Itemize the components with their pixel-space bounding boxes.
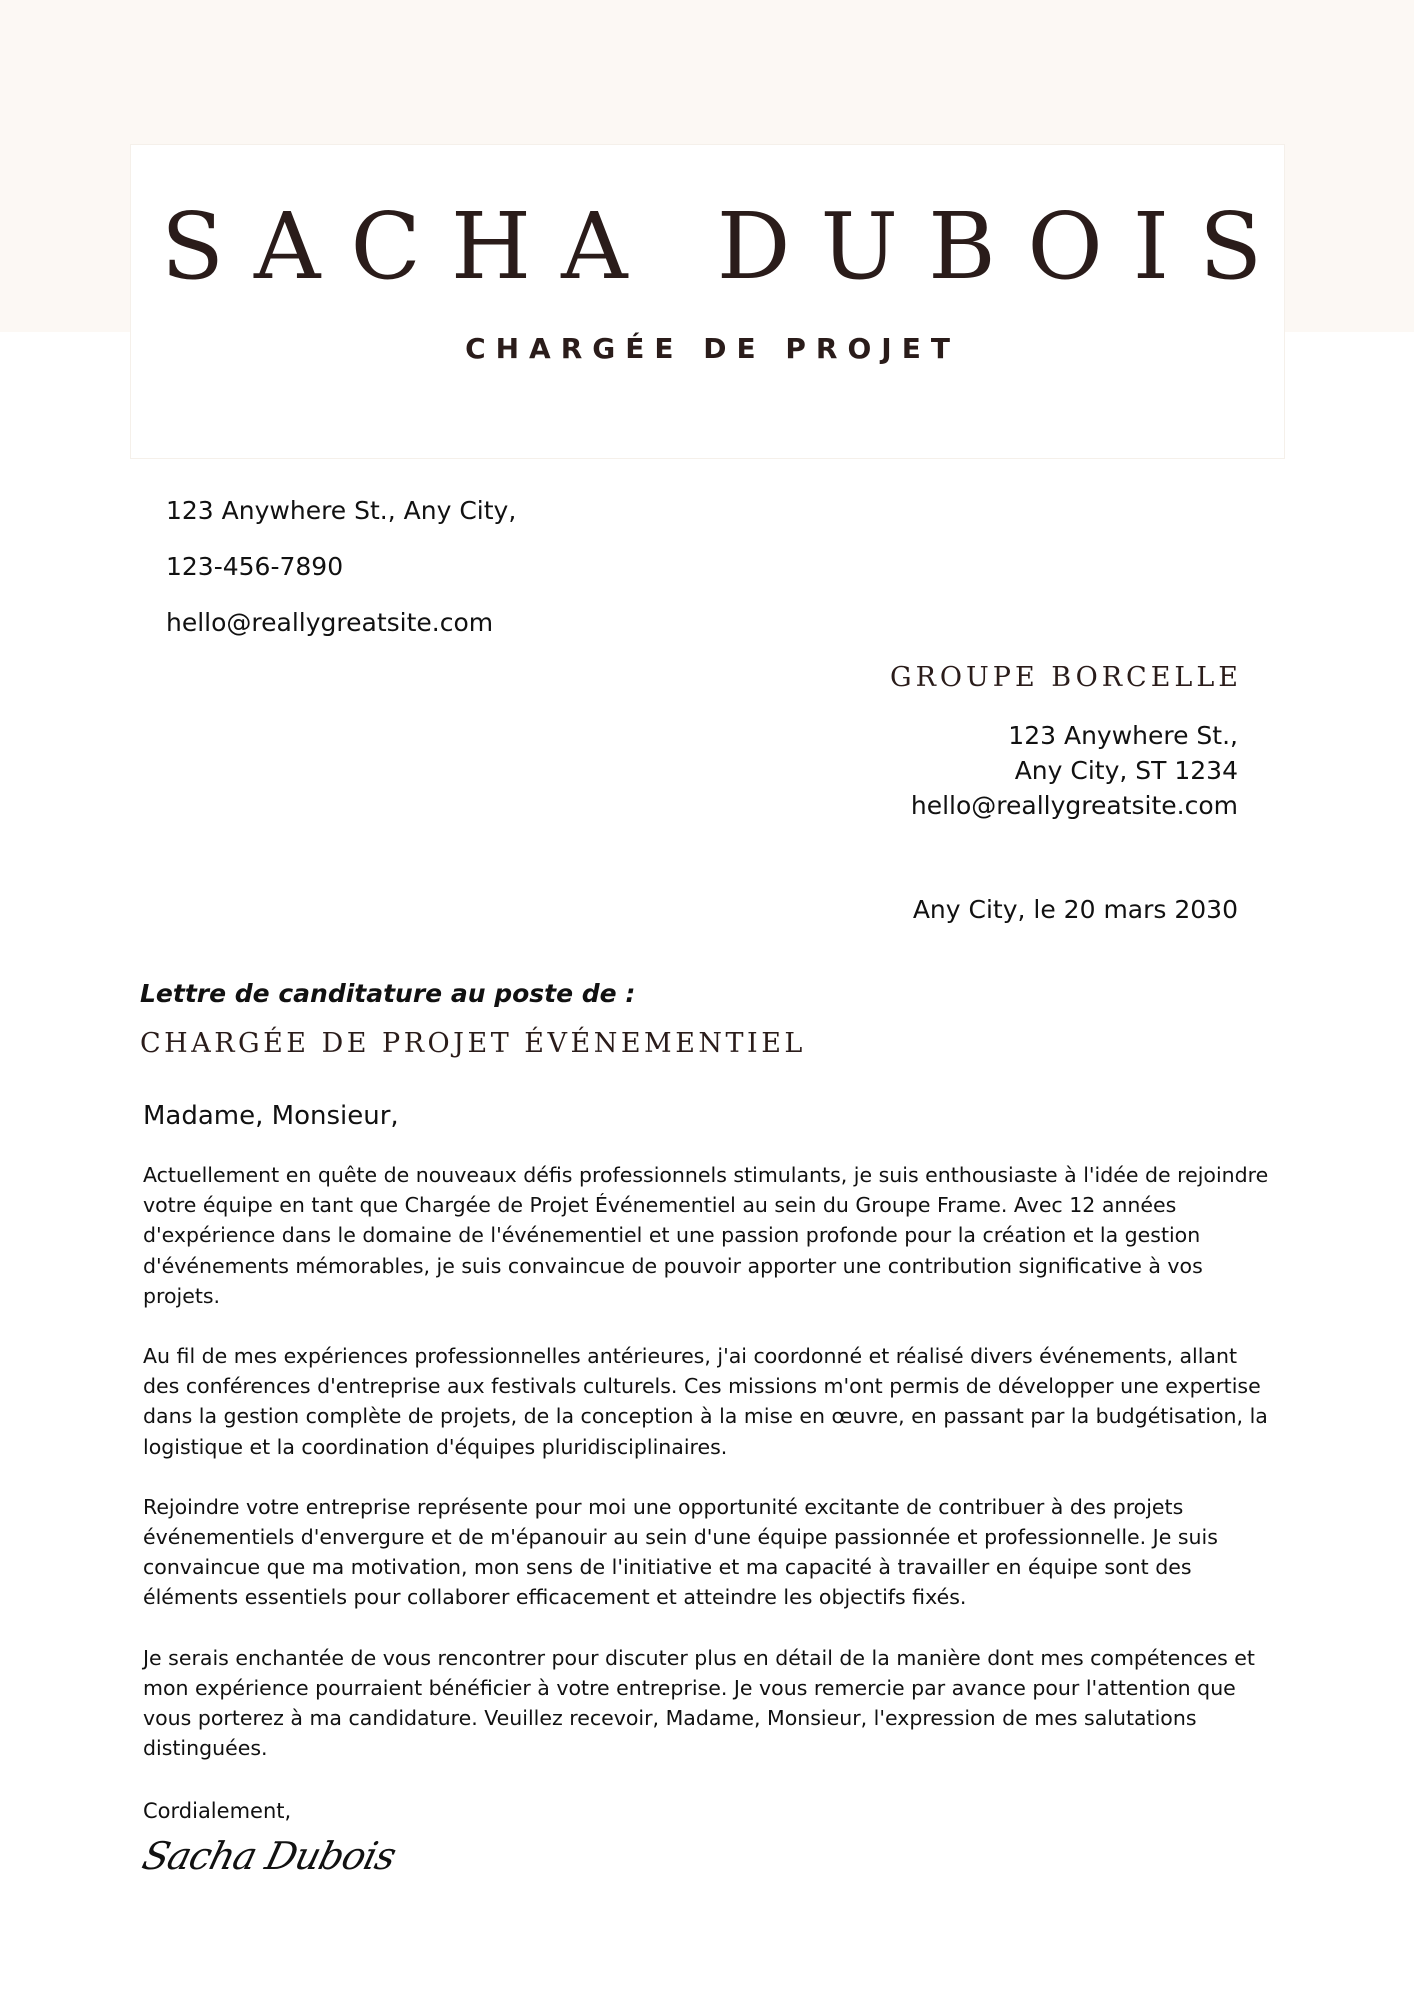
sender-contact-block (166, 495, 516, 663)
letter-paragraph: Je serais enchantée de vous rencontrer pour discuter plus en détail de la manière dont mes compétences et mon expérience pourraient bénéficier à votre entreprise. Je vous remercie par avance pour l'attention que vous porterez à ma candidature. Veuillez recevoir, Madame, Monsieur, l'expression de mes salutations distinguées. (143, 1645, 1255, 1761)
handwritten-signature: Sacha Dubois (137, 1834, 400, 1878)
letter-paragraph: Rejoindre votre entreprise représente pour moi une opportunité excitante de contribuer à des projets événementiels d'envergure et de m'épanouir au sein d'une équipe passionnée et professionnelle. Je suis convaincue que ma motivation, mon sens de l'initiative et ma capacité à travailler en équipe sont des éléments essentiels pour collaborer efficacement et atteindre les objectifs fixés. (143, 1494, 1218, 1610)
recipient-address-line2: Any City, ST 1234 (1014, 756, 1238, 785)
recipient-company: GROUPE BORCELLE (890, 662, 1242, 693)
letter-paragraph: Actuellement en quête de nouveaux défis professionnels stimulants, je suis enthousiaste à l'idée de rejoindre votre équipe en tant que Chargée de Projet Événementiel au sein du Groupe Frame. Avec 12 années d'expérience dans le domaine de l'événementiel et une passion profonde pour la création et la gestion d'événements mémorables, je suis convaincue de pouvoir apporter une contribution significative à vos projets. (143, 1163, 1269, 1308)
letter-paragraph: Au fil de mes expériences professionnelles antérieures, j'ai coordonné et réalisé divers événements, allant des conférences d'entreprise aux festivals culturels. Ces missions m'ont permis de développer une expertise dans la gestion complète de projets, de la conception à la mise en œuvre, en passant par la budgétisation, la logistique et la coordination d'équipes pluridisciplinaires. (143, 1344, 1268, 1459)
applicant-job-title: CHARGÉE DE PROJET (465, 332, 960, 365)
recipient-block (890, 660, 1242, 823)
sender-address: 123 Anywhere St., Any City, (166, 496, 517, 525)
recipient-email: hello@reallygreatsite.com (910, 791, 1238, 820)
sender-phone: 123-456-7890 (166, 552, 344, 581)
applicant-name: SACHA DUBOIS (161, 193, 1293, 300)
subject-label: Lettre de canditature au poste de : (140, 979, 636, 1008)
letter-date: Any City, le 20 mars 2030 (912, 895, 1238, 924)
letter-greeting: Madame, Monsieur, (143, 1101, 399, 1131)
subject-position: CHARGÉE DE PROJET ÉVÉNEMENTIEL (140, 1028, 806, 1059)
letter-body (143, 1160, 1273, 1793)
header-card (130, 144, 1293, 459)
letter-closing: Cordialement, (143, 1799, 292, 1823)
recipient-address-line1: 123 Anywhere St., (1008, 721, 1238, 750)
sender-email: hello@reallygreatsite.com (166, 608, 494, 637)
